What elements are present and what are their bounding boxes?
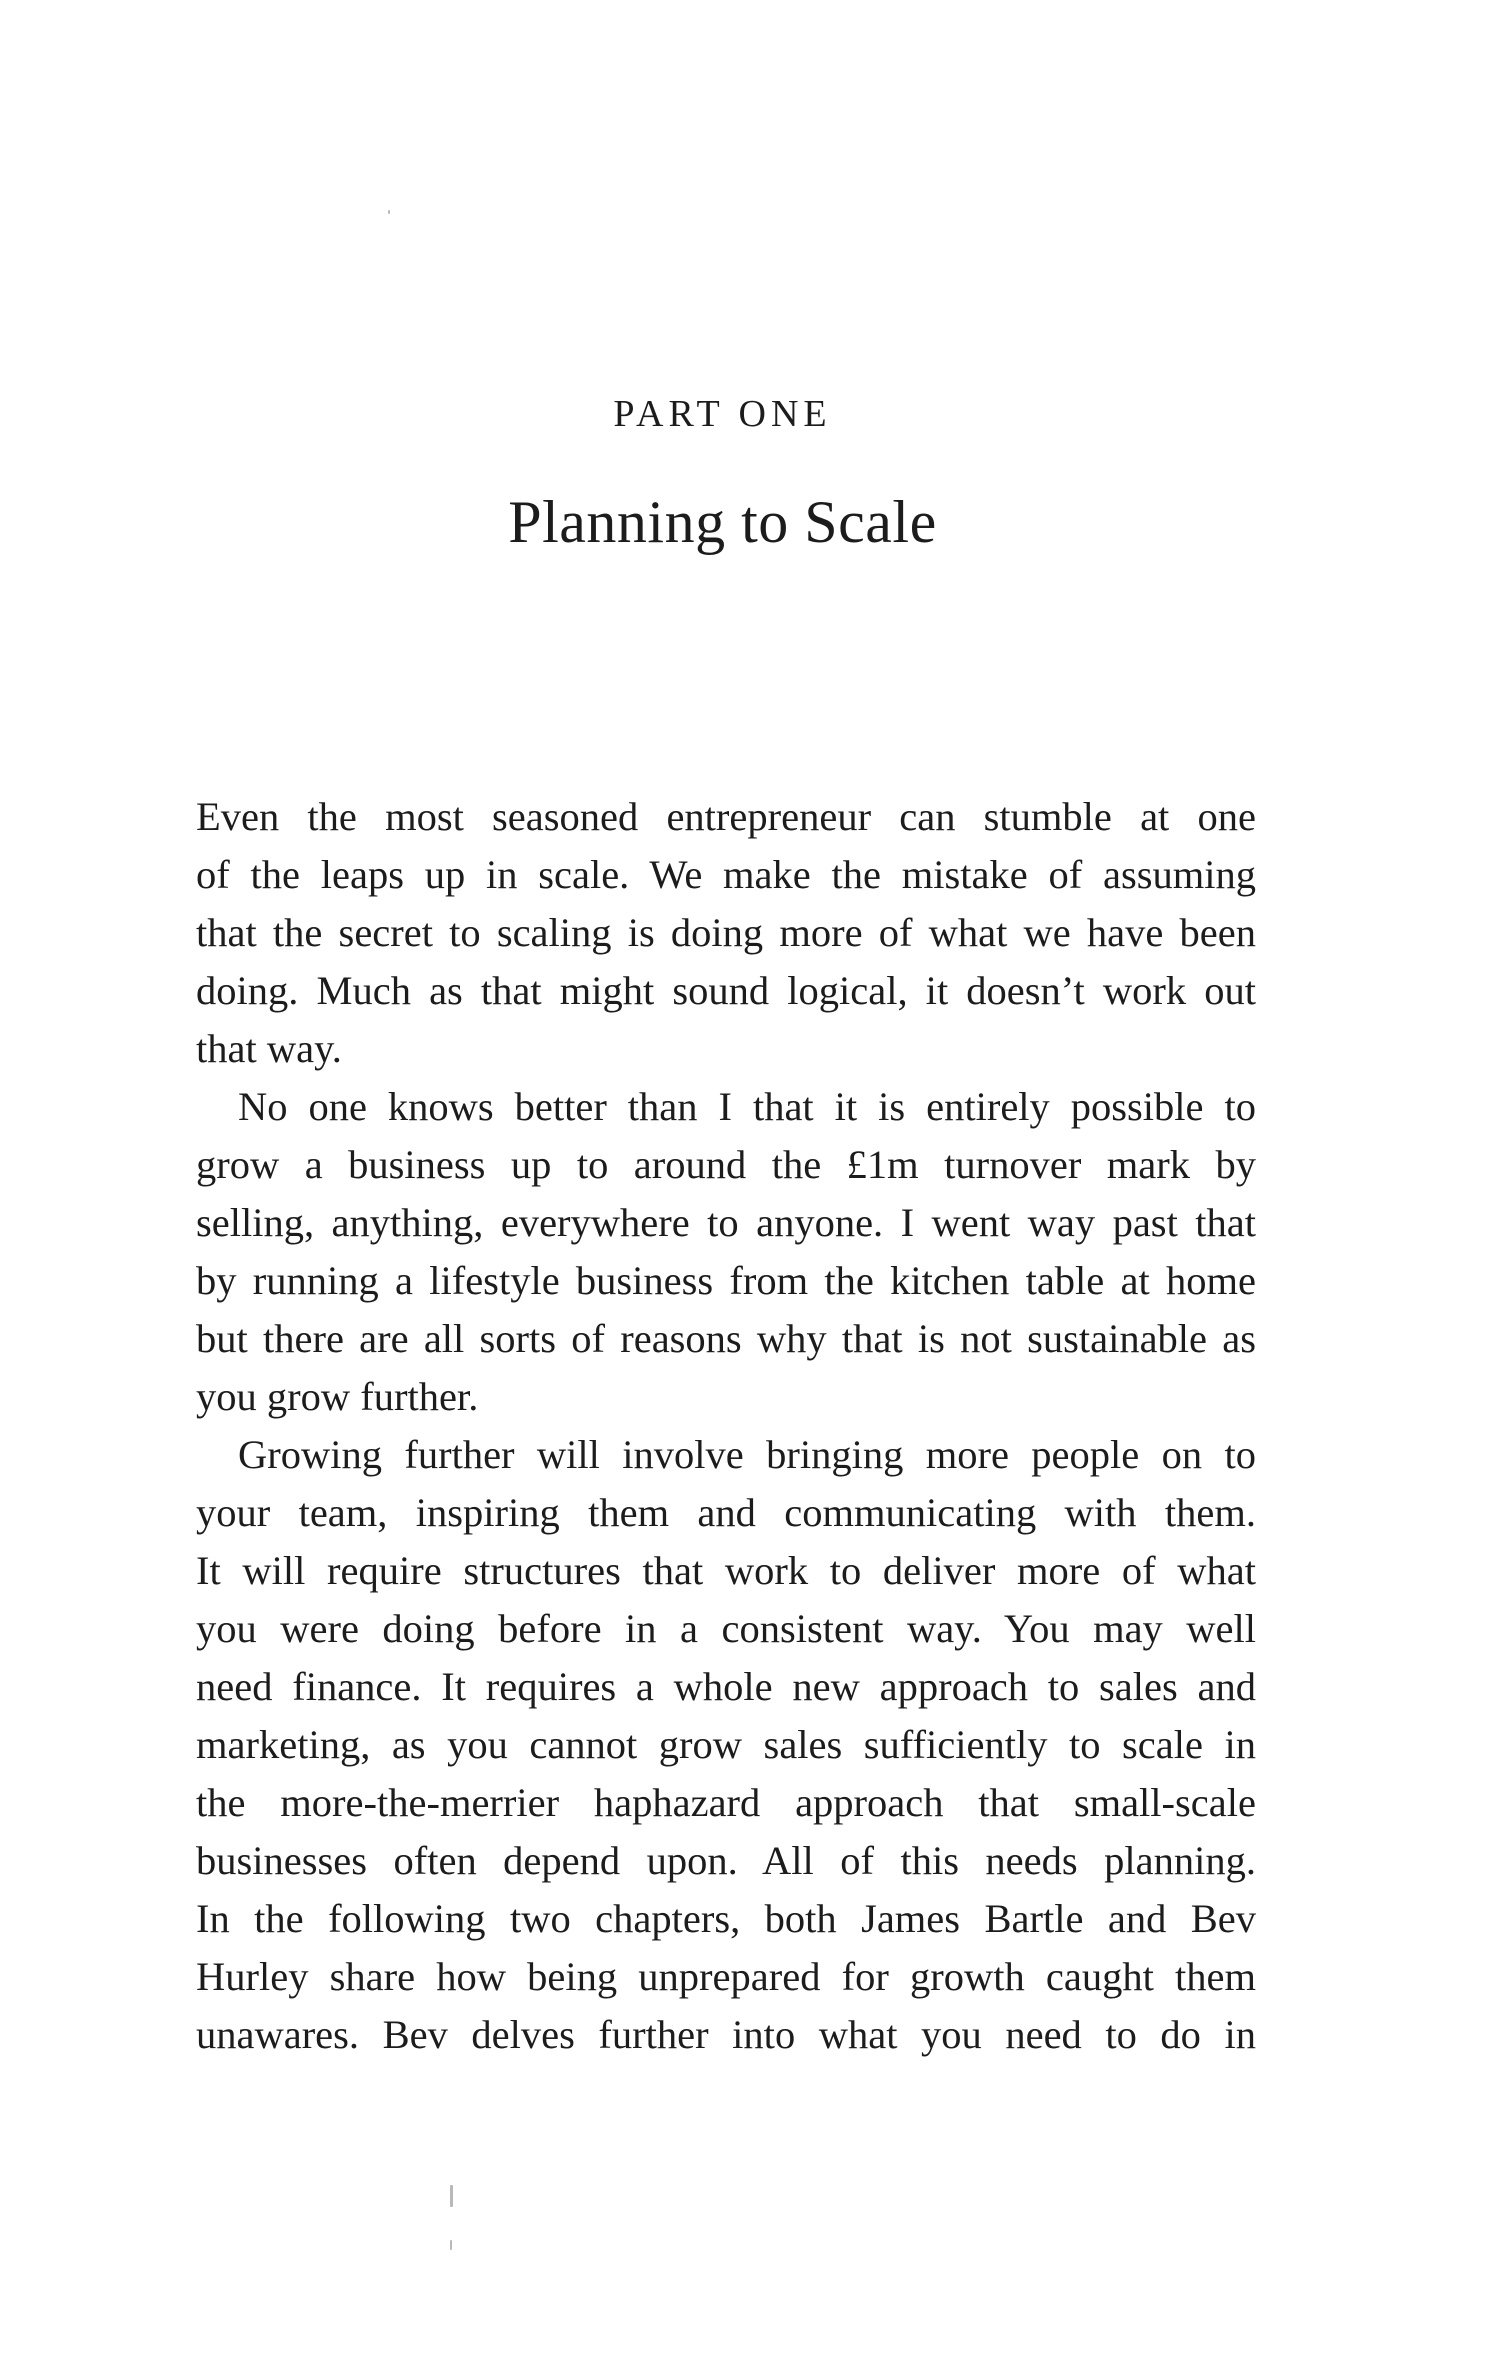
text-line: It will require structures that work to deliver more of what [196, 1548, 1256, 1593]
paragraph-1 [196, 788, 1256, 1078]
scan-speck [450, 2185, 453, 2207]
text-line: unawares. Bev delves further into what you need to do in [196, 2012, 1256, 2057]
text-line: grow a business up to around the £1m turnover mark by [196, 1142, 1256, 1187]
text-line: Even the most seasoned entrepreneur can stumble at one [196, 794, 1256, 839]
scan-speck [388, 210, 390, 214]
text-line: Growing further will involve bringing more people on to [238, 1432, 1256, 1477]
text-line: No one knows better than I that it is entirely possible to [238, 1084, 1256, 1129]
body-text [196, 788, 1256, 2064]
text-line: doing. Much as that might sound logical, it doesn’t work out [196, 968, 1256, 1013]
text-line: selling, anything, everywhere to anyone. I went way past that [196, 1200, 1256, 1245]
paragraph-3 [196, 1426, 1256, 2064]
text-line: you grow further. [196, 1374, 479, 1419]
text-line: you were doing before in a consistent way. You may well [196, 1606, 1256, 1651]
text-line: your team, inspiring them and communicating with them. [196, 1490, 1256, 1535]
text-line: but there are all sorts of reasons why that is not sustainable as [196, 1316, 1256, 1361]
text-line: businesses often depend upon. All of this needs planning. [196, 1838, 1256, 1883]
text-line: the more-the-merrier haphazard approach that small-scale [196, 1780, 1256, 1825]
text-line: marketing, as you cannot grow sales sufficiently to scale in [196, 1722, 1256, 1767]
text-line: that way. [196, 1026, 342, 1071]
text-line: of the leaps up in scale. We make the mistake of assuming [196, 852, 1256, 897]
scan-speck [450, 2240, 452, 2250]
text-line: that the secret to scaling is doing more of what we have been [196, 910, 1256, 955]
text-line: Hurley share how being unprepared for growth caught them [196, 1954, 1256, 1999]
text-line: by running a lifestyle business from the kitchen table at home [196, 1258, 1256, 1303]
text-line: In the following two chapters, both James Bartle and Bev [196, 1896, 1256, 1941]
chapter-title: Planning to Scale [508, 489, 937, 555]
text-line: need finance. It requires a whole new approach to sales and [196, 1664, 1256, 1709]
paragraph-2 [196, 1078, 1256, 1426]
part-label: PART ONE [613, 393, 832, 435]
